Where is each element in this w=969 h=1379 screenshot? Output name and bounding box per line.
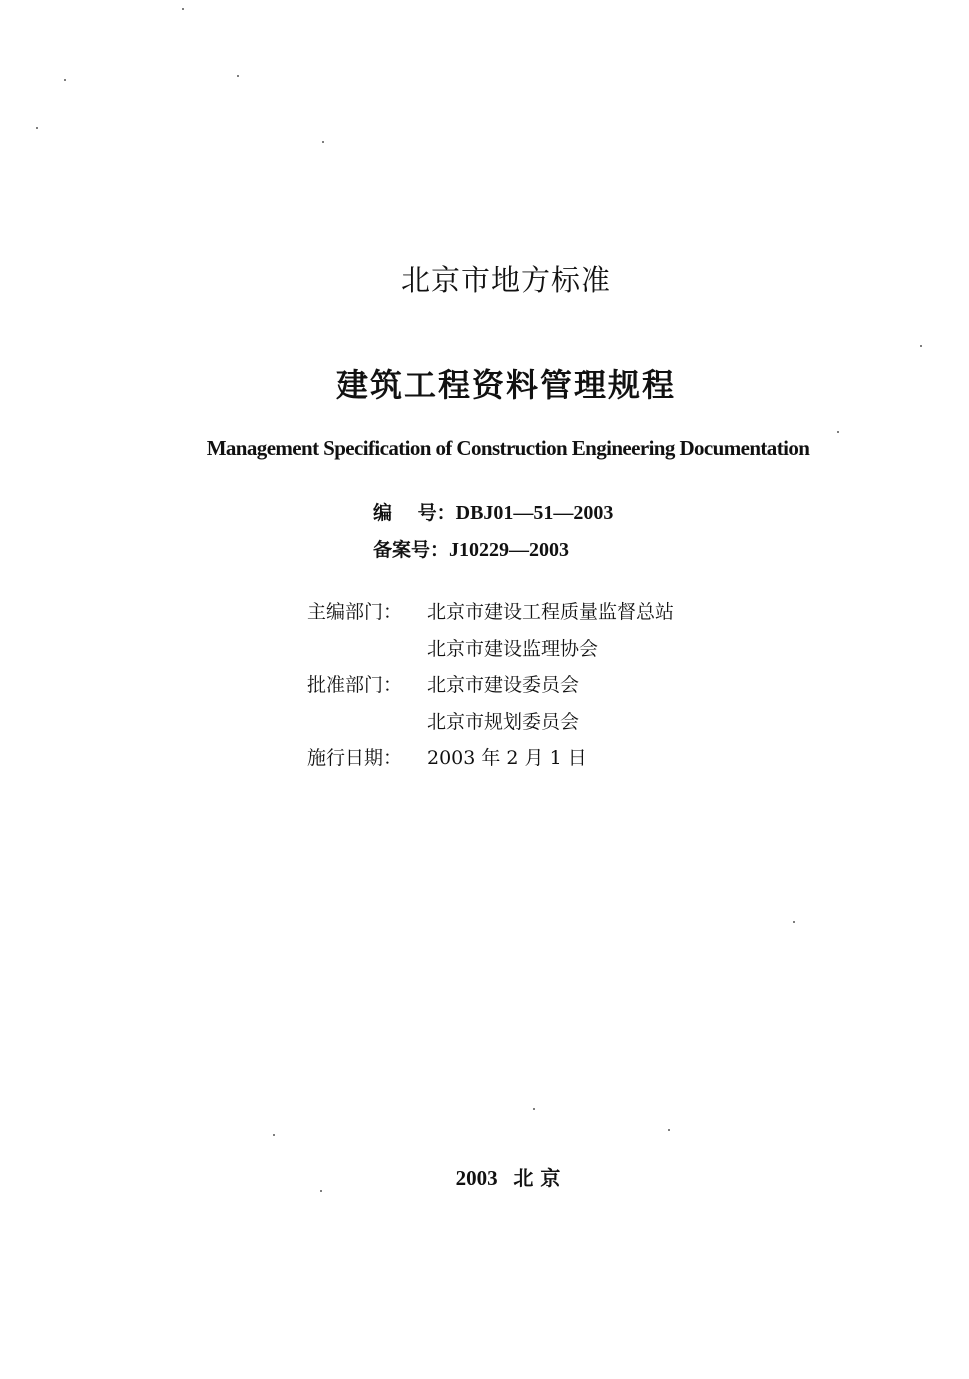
standard-number-label: 编 号： (373, 502, 456, 524)
standard-number-row (373, 498, 613, 535)
scan-speck (64, 79, 66, 81)
scan-speck (533, 1108, 535, 1110)
chief-editor-row (307, 596, 674, 633)
effective-date-label: 施行日期： (307, 747, 403, 769)
scan-speck (837, 431, 839, 433)
publication-footer (0, 1162, 969, 1191)
scan-speck (36, 127, 38, 129)
publication-year: 2003 (455, 1166, 498, 1190)
standard-series-title: 北京市地方标准 (400, 263, 611, 297)
publication-place: 北 京 (513, 1166, 561, 1190)
approval-value: 北京市建设委员会 (427, 674, 580, 696)
code-block (373, 498, 613, 572)
chief-editor-value-2: 北京市建设监理协会 (427, 637, 599, 660)
approval-label: 批准部门： (307, 674, 403, 696)
approval-row-2 (307, 706, 674, 743)
english-title: Management Specification of Construction Engineering Documentation (206, 436, 810, 460)
record-number-label: 备案号： (373, 539, 450, 561)
scan-speck (920, 345, 922, 347)
scan-speck (237, 75, 239, 77)
chief-editor-label: 主编部门： (307, 601, 403, 623)
chief-editor-row-2 (307, 633, 674, 670)
scan-speck (793, 921, 795, 923)
document-title: 建筑工程资料管理规程 (335, 366, 676, 404)
scan-speck (668, 1129, 670, 1131)
info-block (307, 596, 674, 779)
effective-date-row (307, 742, 674, 779)
scan-speck (182, 8, 184, 10)
standard-number-value: DBJ01—51—2003 (455, 502, 614, 524)
record-number-row (373, 535, 613, 572)
effective-date-value: 2003 年 2 月 1 日 (427, 747, 587, 769)
chief-editor-value: 北京市建设工程质量监督总站 (427, 601, 675, 623)
approval-value-2: 北京市规划委员会 (427, 710, 580, 733)
approval-row (307, 669, 674, 706)
record-number-value: J10229—2003 (449, 539, 570, 561)
scan-speck (273, 1134, 275, 1136)
scan-speck (322, 141, 324, 143)
